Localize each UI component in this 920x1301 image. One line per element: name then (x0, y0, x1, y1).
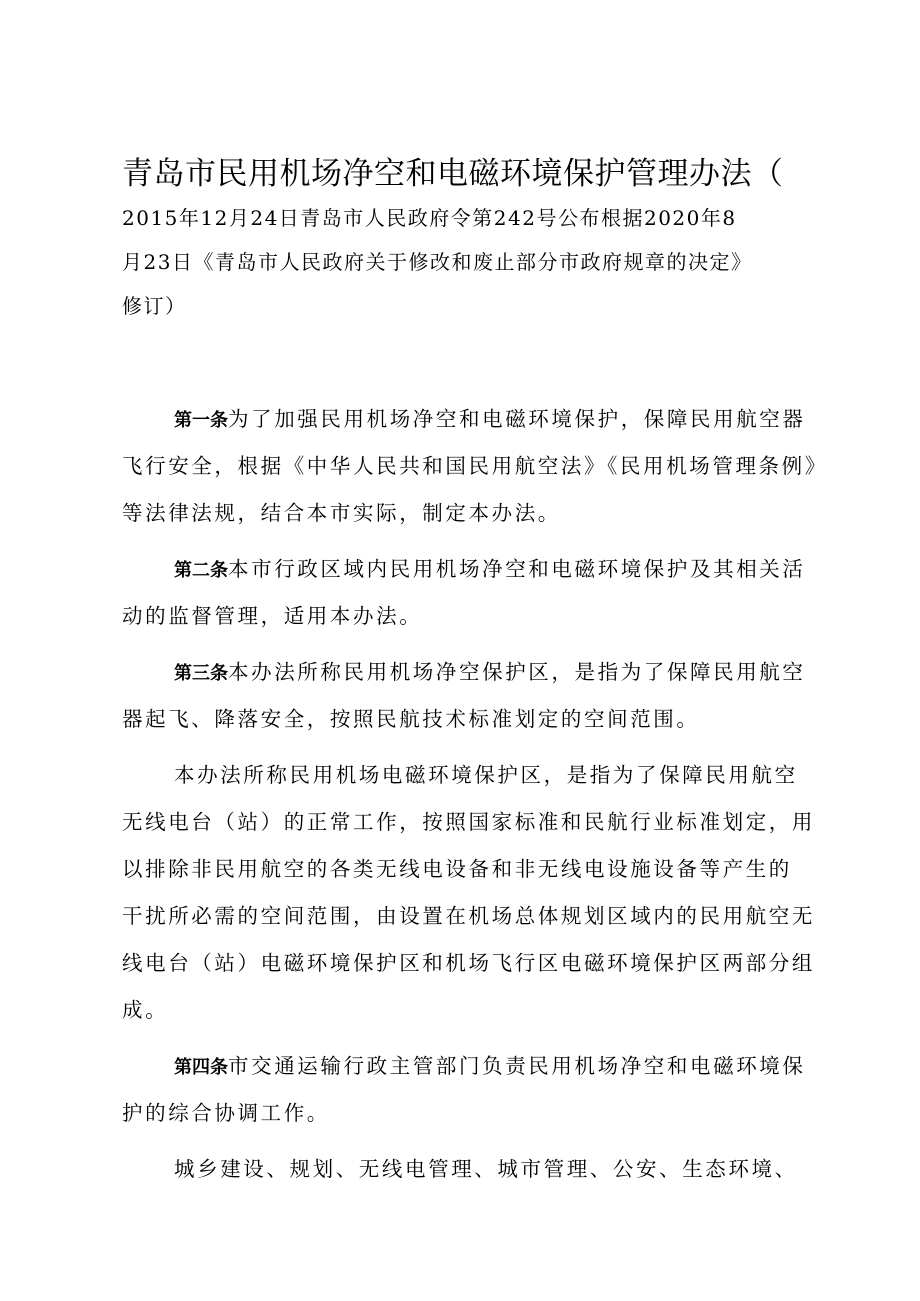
article-3 (122, 649, 812, 743)
article-label: 第一条 (174, 410, 228, 431)
paragraph-line (122, 396, 812, 443)
paragraph-line (122, 649, 812, 696)
article-label: 第三条 (174, 663, 228, 684)
paragraph-line: 动的监督管理，适用本办法。 (122, 604, 423, 628)
article-text: 本市行政区域内民用机场净空和电磁环境保护及其相关活 (228, 557, 806, 581)
article-4-paragraph-2 (122, 1146, 812, 1193)
paragraph-line: 城乡建设、规划、无线电管理、城市管理、公安、生态环境、 (174, 1157, 798, 1181)
title-sub-line: 月23日《青岛市人民政府关于修改和废止部分市政府规章的决定》 (122, 250, 753, 274)
article-text: 本办法所称民用机场净空保护区，是指为了保障民用航空 (228, 660, 806, 684)
article-1 (122, 396, 828, 537)
article-4 (122, 1043, 812, 1137)
article-text: 市交通运输行政主管部门负责民用机场净空和电磁环境保 (228, 1054, 806, 1078)
paragraph-line (122, 1043, 812, 1090)
paragraph-line (122, 546, 812, 593)
title-sub-line: 修订） (122, 294, 187, 318)
paragraph-line: 器起飞、降落安全，按照民航技术标准划定的空间范围。 (122, 707, 700, 731)
title-sub-line: 2015年12月24日青岛市人民政府令第242号公布根据2020年8 (122, 206, 737, 230)
paragraph-line: 飞行安全，根据《中华人民共和国民用航空法》《民用机场管理条例》 (122, 454, 828, 478)
document-body (122, 396, 828, 1202)
paragraph-line: 线电台（站）电磁环境保护区和机场飞行区电磁环境保护区两部分组 (122, 951, 815, 975)
article-label: 第四条 (174, 1057, 228, 1078)
paragraph-line: 以排除非民用航空的各类无线电设备和非无线电设施设备等产生的 (122, 857, 792, 881)
document-title (122, 152, 812, 328)
paragraph-line: 本办法所称民用机场电磁环境保护区，是指为了保障民用航空 (174, 763, 798, 787)
title-main-line: 青岛市民用机场净空和电磁环境保护管理办法（ (122, 156, 784, 192)
paragraph-line: 无线电台（站）的正常工作，按照国家标准和民航行业标准划定，用 (122, 810, 815, 834)
paragraph-line: 干扰所必需的空间范围，由设置在机场总体规划区域内的民用航空无 (122, 904, 815, 928)
article-label: 第二条 (174, 560, 228, 581)
article-3-paragraph-2 (122, 752, 815, 1034)
paragraph-line: 等法律法规，结合本市实际，制定本办法。 (122, 501, 561, 525)
article-2 (122, 546, 812, 640)
paragraph-line: 护的综合协调工作。 (122, 1101, 330, 1125)
article-text: 为了加强民用机场净空和电磁环境保护，保障民用航空器 (228, 407, 806, 431)
paragraph-line: 成。 (122, 998, 169, 1022)
